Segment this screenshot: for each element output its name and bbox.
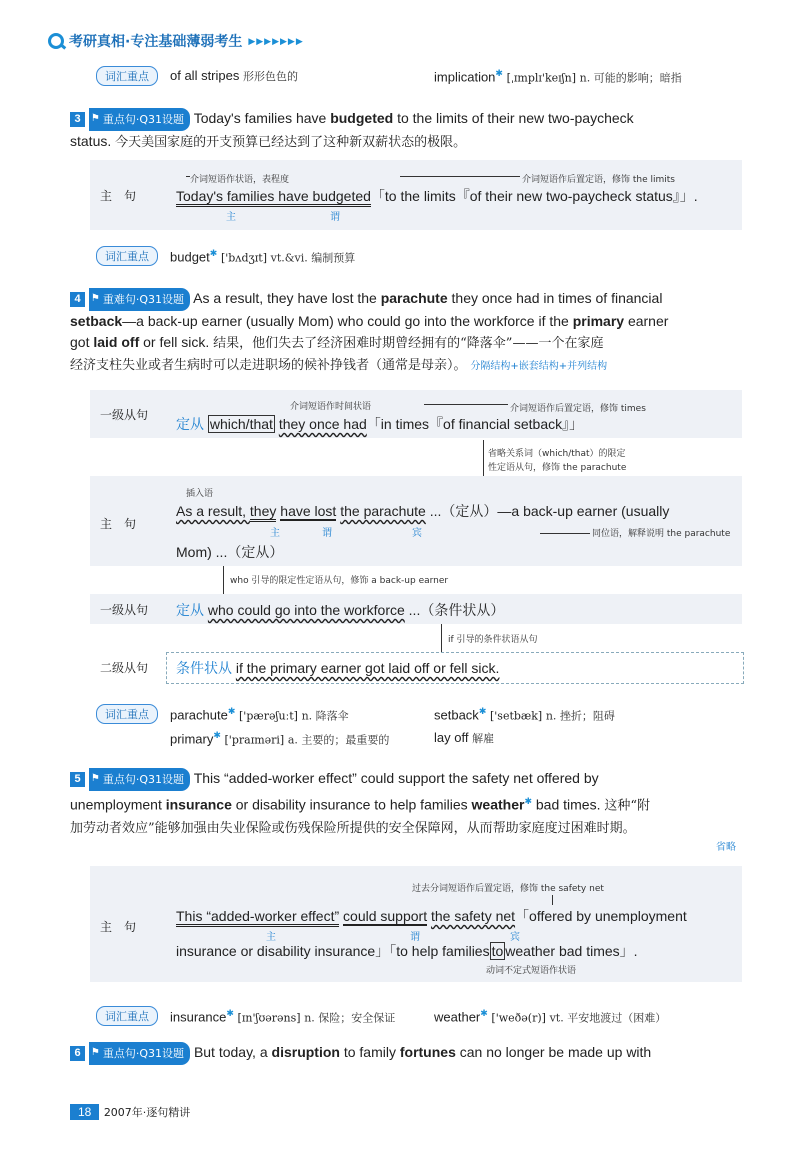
grammar-subject: 主	[226, 212, 236, 223]
grammar-object: 宾	[412, 528, 422, 539]
annotation: 动词不定式短语作状语	[486, 966, 577, 976]
clause-label: 主 句	[100, 517, 137, 531]
annotation: 介词短语作状语，表程度	[190, 175, 290, 185]
annotation: 插入语	[186, 489, 214, 499]
example-line: 定从 which/that they once had「in times『of financial setback』」	[176, 416, 584, 432]
vocab-entry: budget✱ ['bʌdʒɪt] vt.&vi. 编制预算	[170, 248, 356, 265]
example-line: This “added-worker effect” could support the safety net「offered by unemployment	[176, 906, 687, 926]
grammar-subject: 主	[266, 932, 276, 943]
grammar-predicate: 谓	[322, 528, 332, 539]
clause-label: 主 句	[100, 189, 137, 203]
vocab-tag: 词汇重点	[96, 704, 158, 724]
clause-label: 二级从句	[100, 661, 149, 675]
vocab-entry: parachute✱ ['pærəʃuːt] n. 降落伞	[170, 706, 349, 723]
annotation: if 引导的条件状语从句	[448, 635, 538, 645]
sentence-4: 4 ⚑ 重难句·Q31设题 As a result, they have lost the parachute they once had in times of financial setback—a back-up earner (usually Mom) who could go into the workforce if the primary earner got laid off or fell sick. 结果，他们失去了经济困难时期曾经拥有的“降落伞”——一个在家庭 经济支柱失业或者生病时可以走进职场的候补挣钱者（通常是母亲）。 分隔结构+嵌套结构+并列结构	[70, 288, 770, 377]
vocab-tag: 词汇重点	[96, 246, 158, 266]
page-header	[48, 30, 304, 52]
vocab-entry: weather✱ ['weðə(r)] vt. 平安地渡过（困难）	[434, 1008, 667, 1025]
clause-label: 一级从句	[100, 603, 149, 617]
page-footer	[70, 1103, 190, 1121]
example-line: insurance or disability insurance」「to help families to weather bad times」.	[176, 943, 638, 959]
annotation: 省略关系词（which/that）的限定	[488, 449, 626, 459]
clause-label: 主 句	[100, 920, 137, 934]
vocab-entry: implication✱ [ˌɪmplɪ'keɪʃn] n. 可能的影响；暗指	[434, 68, 682, 85]
sentence-3: 3 ⚑ 重点句·Q31设题 Today's families have budgeted to the limits of their new two-paycheck status. 今天美国家庭的开支预算已经达到了这种新双薪状态的极限。	[70, 108, 760, 153]
annotation: 介词短语作后置定语，修饰 the limits	[522, 175, 675, 185]
vocab-tag: 词汇重点	[96, 1006, 158, 1026]
vocab-entry: insurance✱ [ɪn'ʃʊərəns] n. 保险；安全保证	[170, 1008, 396, 1025]
annotation: 介词短语作后置定语，修饰 times	[510, 404, 646, 414]
grammar-subject: 主	[270, 528, 280, 539]
vocab-tag: 词汇重点	[96, 66, 158, 86]
example-line: As a result, they have lost the parachute ...（定从）—a back-up earner (usually	[176, 501, 669, 521]
page-number: 18	[70, 1104, 99, 1120]
structure-note: 分隔结构+嵌套结构+并列结构	[470, 361, 608, 372]
grammar-predicate: 谓	[410, 932, 420, 943]
annotation: who 引导的限定性定语从句，修饰 a back-up earner	[230, 576, 449, 586]
vocab-entry: lay off 解雇	[434, 730, 495, 745]
grammar-object: 宾	[510, 932, 520, 943]
annotation: 过去分词短语作后置定语，修饰 the safety net	[412, 884, 604, 894]
header-arrows: ▶▶▶▶▶▶▶	[248, 35, 304, 46]
clause-label: 一级从句	[100, 408, 149, 422]
annotation: 介词短语作时间状语	[290, 402, 372, 412]
example-line: 定从 who could go into the workforce ...（条件状从）	[176, 602, 505, 618]
example-line: Today's families have budgeted「to the limits『of their new two-paycheck status』」.	[176, 186, 698, 206]
vocab-entry: of all stripes 形形色色的	[170, 68, 298, 83]
search-logo-icon	[48, 33, 64, 49]
sentence-6: 6 ⚑ 重点句·Q31设题 But today, a disruption to family fortunes can no longer be made up with	[70, 1042, 770, 1065]
annotation: 性定语从句，修饰 the parachute	[488, 463, 627, 473]
grammar-predicate: 谓	[330, 212, 340, 223]
structure-note: 省略	[716, 842, 736, 853]
annotation: 同位语，解释说明 the parachute	[592, 529, 731, 539]
sentence-5: 5 ⚑ 重点句·Q31设题 This “added-worker effect” could support the safety net offered by unemployment insurance or disability insurance to help families weather✱ bad times. 这种“附 加劳动者效应”能够加强由失业保险或伤残保险所提供的安全保障网，从而帮助家庭度过困难时期。	[70, 768, 780, 839]
vocab-entry: primary✱ ['praɪməri] a. 主要的；最重要的	[170, 730, 390, 747]
footer-text: 2007年·逐句精讲	[103, 1106, 191, 1119]
vocab-entry: setback✱ ['setbæk] n. 挫折；阻碍	[434, 706, 615, 723]
example-line: 条件状从 if the primary earner got laid off or fell sick.	[176, 660, 500, 676]
example-line: Mom) ...（定从）	[176, 544, 284, 560]
header-title: 考研真相·专注基础薄弱考生	[69, 34, 243, 50]
